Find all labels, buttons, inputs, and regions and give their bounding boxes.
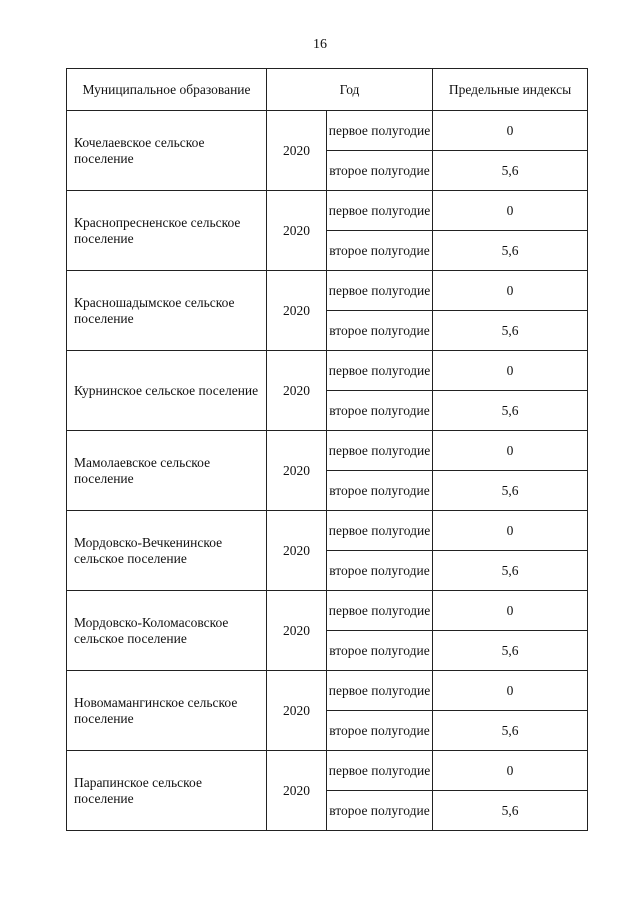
limit-index-table: [66, 68, 588, 831]
period-label: второе полугодие: [327, 231, 433, 271]
year-value: 2020: [267, 111, 327, 191]
period-label: первое полугодие: [327, 271, 433, 311]
municipality-name: Краснопресненское сельское поселение: [67, 191, 267, 271]
page-number: 16: [313, 37, 327, 52]
period-label: первое полугодие: [327, 351, 433, 391]
index-value: 0: [433, 511, 588, 551]
index-value: 0: [433, 111, 588, 151]
index-value: 0: [433, 351, 588, 391]
header-year: Год: [267, 69, 433, 111]
table-row: [67, 191, 588, 231]
table-row: [67, 671, 588, 711]
period-label: второе полугодие: [327, 151, 433, 191]
municipality-name: Мамолаевское сельское поселение: [67, 431, 267, 511]
period-label: второе полугодие: [327, 551, 433, 591]
index-value: 5,6: [433, 711, 588, 751]
header-index: Предельные индексы: [433, 69, 588, 111]
municipality-name: Мордовско-Вечкенинское сельское поселение: [67, 511, 267, 591]
municipality-name: Курнинское сельское поселение: [67, 351, 267, 431]
municipality-name: Кочелаевское сельское поселение: [67, 111, 267, 191]
municipality-name: Парапинское сельское поселение: [67, 751, 267, 831]
table-row: [67, 751, 588, 791]
table-row: [67, 271, 588, 311]
table-row: [67, 431, 588, 471]
municipality-name: Новомамангинское сельское поселение: [67, 671, 267, 751]
table-row: [67, 111, 588, 151]
index-value: 5,6: [433, 631, 588, 671]
table-row: [67, 351, 588, 391]
index-value: 0: [433, 751, 588, 791]
period-label: второе полугодие: [327, 711, 433, 751]
municipality-name: Красношадымское сельское поселение: [67, 271, 267, 351]
index-value: 0: [433, 271, 588, 311]
year-value: 2020: [267, 671, 327, 751]
period-label: первое полугодие: [327, 111, 433, 151]
index-value: 0: [433, 591, 588, 631]
index-value: 5,6: [433, 231, 588, 271]
header-municipality: Муниципальное образование: [67, 69, 267, 111]
period-label: первое полугодие: [327, 751, 433, 791]
period-label: второе полугодие: [327, 311, 433, 351]
municipality-name: Мордовско-Коломасовское сельское поселение: [67, 591, 267, 671]
index-value: 0: [433, 671, 588, 711]
period-label: первое полугодие: [327, 511, 433, 551]
period-label: первое полугодие: [327, 671, 433, 711]
index-value: 5,6: [433, 791, 588, 831]
year-value: 2020: [267, 271, 327, 351]
index-value: 5,6: [433, 151, 588, 191]
year-value: 2020: [267, 591, 327, 671]
year-value: 2020: [267, 351, 327, 431]
year-value: 2020: [267, 511, 327, 591]
index-value: 0: [433, 191, 588, 231]
index-value: 5,6: [433, 551, 588, 591]
year-value: 2020: [267, 191, 327, 271]
period-label: второе полугодие: [327, 631, 433, 671]
year-value: 2020: [267, 431, 327, 511]
table-row: [67, 511, 588, 551]
index-value: 0: [433, 431, 588, 471]
year-value: 2020: [267, 751, 327, 831]
period-label: второе полугодие: [327, 391, 433, 431]
period-label: второе полугодие: [327, 791, 433, 831]
table-header-row: [67, 69, 588, 111]
period-label: первое полугодие: [327, 431, 433, 471]
index-value: 5,6: [433, 471, 588, 511]
period-label: второе полугодие: [327, 471, 433, 511]
period-label: первое полугодие: [327, 191, 433, 231]
period-label: первое полугодие: [327, 591, 433, 631]
index-value: 5,6: [433, 311, 588, 351]
index-value: 5,6: [433, 391, 588, 431]
table-row: [67, 591, 588, 631]
